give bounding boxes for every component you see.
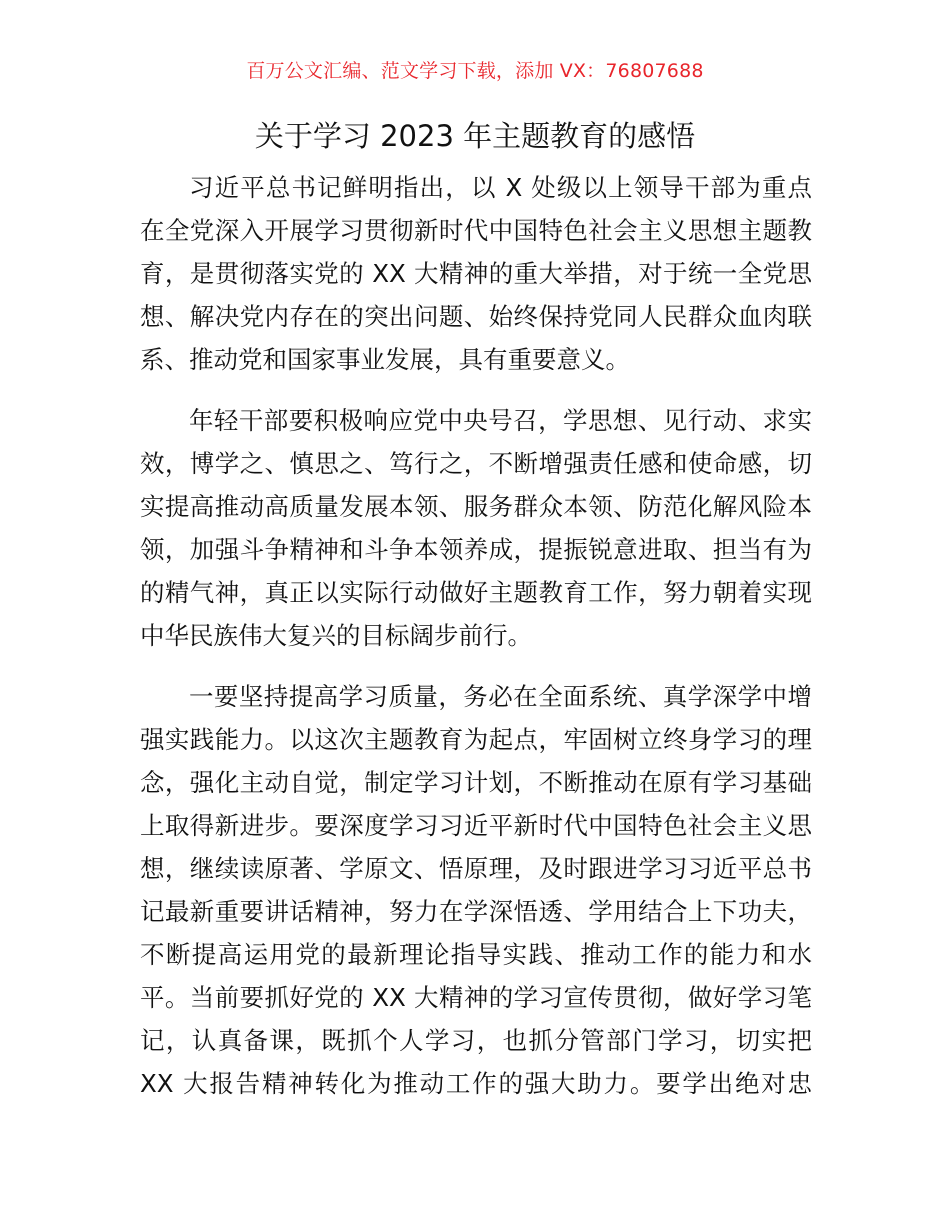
text-line: 不断提高运用党的最新理论指导实践、推动工作的能力和水 (140, 940, 812, 969)
text-line: 的精气神，真正以实际行动做好主题教育工作，努力朝着实现 (140, 578, 812, 607)
text-line: 习近平总书记鲜明指出，以 X 处级以上领导干部为重点 (189, 173, 812, 202)
text-line: 领，加强斗争精神和斗争本领养成，提振锐意进取、担当有为 (140, 535, 812, 564)
text-line: 想，继续读原著、学原文、悟原理，及时跟进学习习近平总书 (140, 854, 812, 883)
text-line: 念，强化主动自觉，制定学习计划，不断推动在原有学习基础 (140, 768, 812, 797)
text-line: 记最新重要讲话精神，努力在学深悟透、学用结合上下功夫， (140, 897, 812, 926)
watermark-header: 百万公文汇编、范文学习下载，添加 VX：76807688 (246, 60, 704, 82)
text-line: 育，是贯彻落实党的 XX 大精神的重大举措，对于统一全党思 (140, 259, 812, 288)
text-line: 中华民族伟大复兴的目标阔步前行。 (140, 621, 532, 650)
text-line: XX 大报告精神转化为推动工作的强大助力。要学出绝对忠 (140, 1069, 812, 1098)
document-body (140, 166, 812, 1123)
text-line: 系、推动党和国家事业发展，具有重要意义。 (140, 345, 630, 374)
text-line: 平。当前要抓好党的 XX 大精神的学习宣传贯彻，做好学习笔 (140, 983, 812, 1012)
text-line: 实提高推动高质量发展本领、服务群众本领、防范化解风险本 (140, 492, 812, 521)
paragraph-3 (140, 675, 812, 1105)
document-title: 关于学习 2023 年主题教育的感悟 (254, 119, 696, 153)
text-line: 效，博学之、慎思之、笃行之，不断增强责任感和使命感，切 (140, 449, 812, 478)
paragraph-1 (140, 166, 812, 381)
text-line: 想、解决党内存在的突出问题、始终保持党同人民群众血肉联 (140, 302, 812, 331)
text-line: 在全党深入开展学习贯彻新时代中国特色社会主义思想主题教 (140, 216, 812, 245)
paragraph-2 (140, 399, 812, 657)
text-line: 上取得新进步。要深度学习习近平新时代中国特色社会主义思 (140, 811, 812, 840)
text-line: 记，认真备课，既抓个人学习，也抓分管部门学习，切实把 (140, 1026, 812, 1055)
text-line: 年轻干部要积极响应党中央号召，学思想、见行动、求实 (189, 406, 812, 435)
text-line: 一要坚持提高学习质量，务必在全面系统、真学深学中增 (189, 682, 812, 711)
text-line: 强实践能力。以这次主题教育为起点，牢固树立终身学习的理 (140, 725, 812, 754)
